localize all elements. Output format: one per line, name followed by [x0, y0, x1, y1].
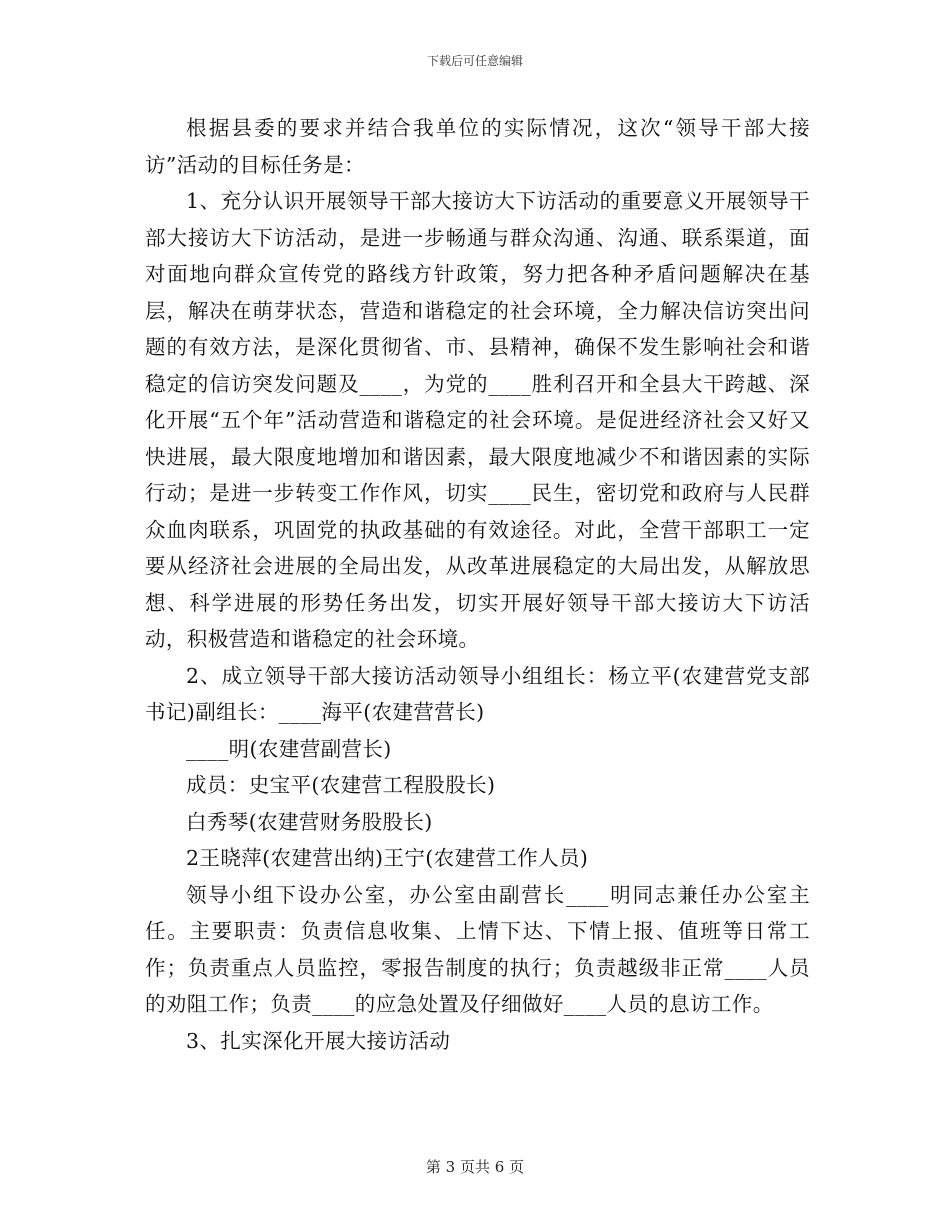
paragraph-section-3: 3、扎实深化开展大接访活动: [186, 1028, 451, 1053]
document-body: [145, 110, 810, 1059]
paragraph-intro: 根据县委的要求并结合我单位的实际情况，这次“领导干部大接访”活动的目标任务是：: [145, 116, 810, 177]
paragraph-section-2: 2、成立领导干部大接访活动领导小组组长：杨立平(农建营党支部书记)副组长：____海平(农建营营长): [145, 663, 810, 724]
paragraph-member-1: 成员：史宝平(农建营工程股股长): [186, 773, 496, 797]
paragraph-member-3: 2王晓萍(农建营出纳)王宁(农建营工作人员): [186, 846, 589, 870]
page-number: 第 3 页共 6 页: [425, 1158, 525, 1176]
page-header: 下载后可任意编辑: [426, 54, 523, 68]
paragraph-office-duties: 领导小组下设办公室，办公室由副营长____明同志兼任办公室主任。主要职责：负责信息收集、上情下达、下情上报、值班等日常工作；负责重点人员监控，零报告制度的执行；负责越级非正常____人员的劝阻工作；负责____的应急处置及仔细做好____人员的息访工作。: [145, 882, 810, 1016]
paragraph-deputy-leader: ____明(农建营副营长): [186, 736, 392, 761]
paragraph-section-1: 1、充分认识开展领导干部大接访大下访活动的重要意义开展领导干部大接访大下访活动，是进一步畅通与群众沟通、沟通、联系渠道，面对面地向群众宣传党的路线方针政策，努力把各种矛盾问题解决在基层，解决在萌芽状态，营造和谐稳定的社会环境，全力解决信访突出问题的有效方法，是深化贯彻省、市、县精神，确保不发生影响社会和谐稳定的信访突发问题及____，为党的____胜利召开和全县大干跨越、深化开展“五个年”活动营造和谐稳定的社会环境。是促进经济社会又好又快进展，最大限度地增加和谐因素，最大限度地减少不和谐因素的实际行动；是进一步转变工作作风，切实____民生，密切党和政府与人民群众血肉联系，巩固党的执政基础的有效途径。对此，全营干部职工一定要从经济社会进展的全局出发，从改革进展稳定的大局出发，从解放思想、科学进展的形势任务出发，切实开展好领导干部大接访大下访活动，积极营造和谐稳定的社会环境。: [145, 189, 810, 651]
paragraph-member-2: 白秀琴(农建营财务股股长): [186, 809, 433, 834]
